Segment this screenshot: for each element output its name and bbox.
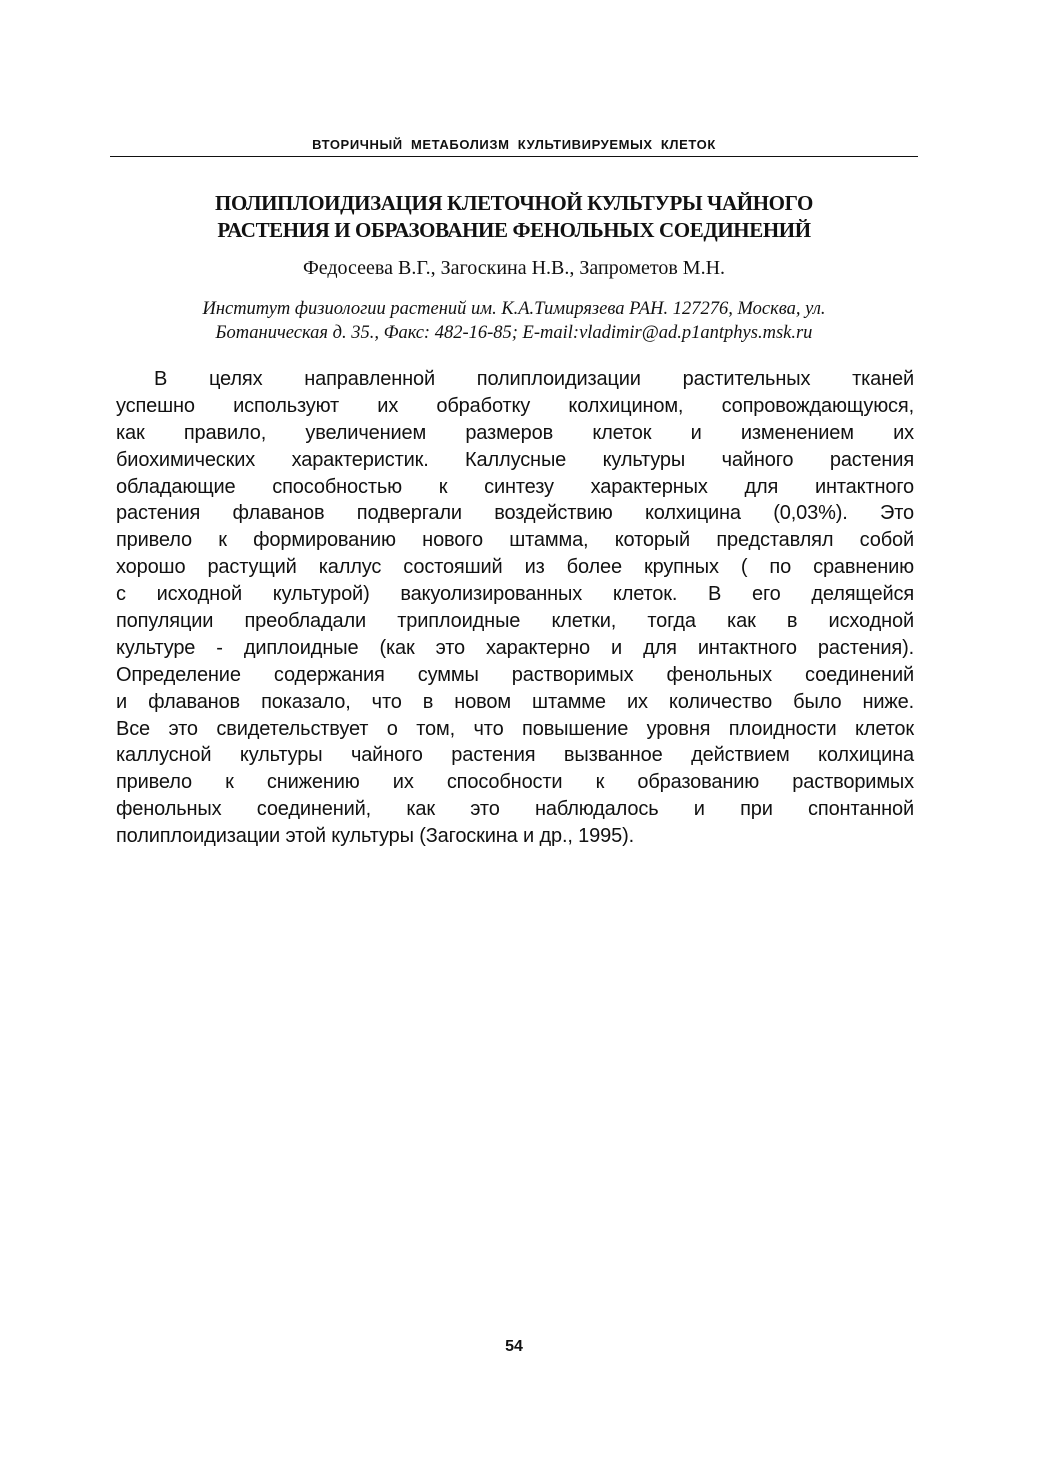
body-line: популяции преобладали триплоидные клетки, тогда как в исходной xyxy=(116,610,914,633)
title-line: РАСТЕНИЯ И ОБРАЗОВАНИЕ ФЕНОЛЬНЫХ СОЕДИНЕНИЙ xyxy=(217,218,811,242)
affiliation-line: Ботаническая д. 35., Факс: 482-16-85; E-mail:vladimir@ad.p1antphys.msk.ru xyxy=(215,323,813,343)
body-line: Определение содержания суммы растворимых фенольных соединений xyxy=(116,663,914,686)
body-line: В целях направленной полиплоидизации растительных тканей xyxy=(154,368,914,390)
body-line: успешно используют их обработку колхицином, сопровождающуюся, xyxy=(116,394,914,417)
authors: Федосеева В.Г., Загоскина Н.В., Запрометов М.Н. xyxy=(302,257,726,279)
body-line: культуре - диплоидные (как это характерно и для интактного растения). xyxy=(116,636,914,659)
body-line: привело к формированию нового штамма, который представлял собой xyxy=(116,529,914,552)
body-line: обладающие способностью к синтезу характерных для интактного xyxy=(116,475,914,498)
affiliation xyxy=(110,297,918,345)
body-line: как правило, увеличением размеров клеток и изменением их xyxy=(116,421,914,444)
running-header: ВТОРИЧНЫЙ МЕТАБОЛИЗМ КУЛЬТИВИРУЕМЫХ КЛЕТОК xyxy=(312,137,716,152)
affiliation-line: Институт физиологии растений им. К.А.Тимирязева РАН. 127276, Москва, ул. xyxy=(202,299,826,319)
body-line: растения флаванов подвергали воздействию колхицина (0,03%). Это xyxy=(116,502,914,525)
title-line: ПОЛИПЛОИДИЗАЦИЯ КЛЕТОЧНОЙ КУЛЬТУРЫ ЧАЙНОГО xyxy=(215,191,813,215)
body-line: каллусной культуры чайного растения вызванное действием колхицина xyxy=(116,744,914,767)
body-line: Все это свидетельствует о том, что повышение уровня плоидности клеток xyxy=(116,717,914,740)
body-line: с исходной культурой) вакуолизированных клеток. В его делящейся xyxy=(116,583,914,606)
body-line: полиплоидизации этой культуры (Загоскина и др., 1995). xyxy=(116,825,634,848)
body-line: привело к снижению их способности к образованию растворимых xyxy=(116,771,914,794)
body-line: фенольных соединений, как это наблюдалось и при спонтанной xyxy=(116,798,914,821)
body-line: и флаванов показало, что в новом штамме их количество было ниже. xyxy=(116,690,914,713)
header-rule xyxy=(110,156,918,157)
body-line: биохимических характеристик. Каллусные культуры чайного растения xyxy=(116,448,914,471)
page-number: 54 xyxy=(505,1338,523,1355)
body-line: хорошо растущий каллус состояший из более крупных ( по сравнению xyxy=(116,556,914,579)
article-title xyxy=(110,190,918,244)
abstract-body xyxy=(116,366,914,850)
